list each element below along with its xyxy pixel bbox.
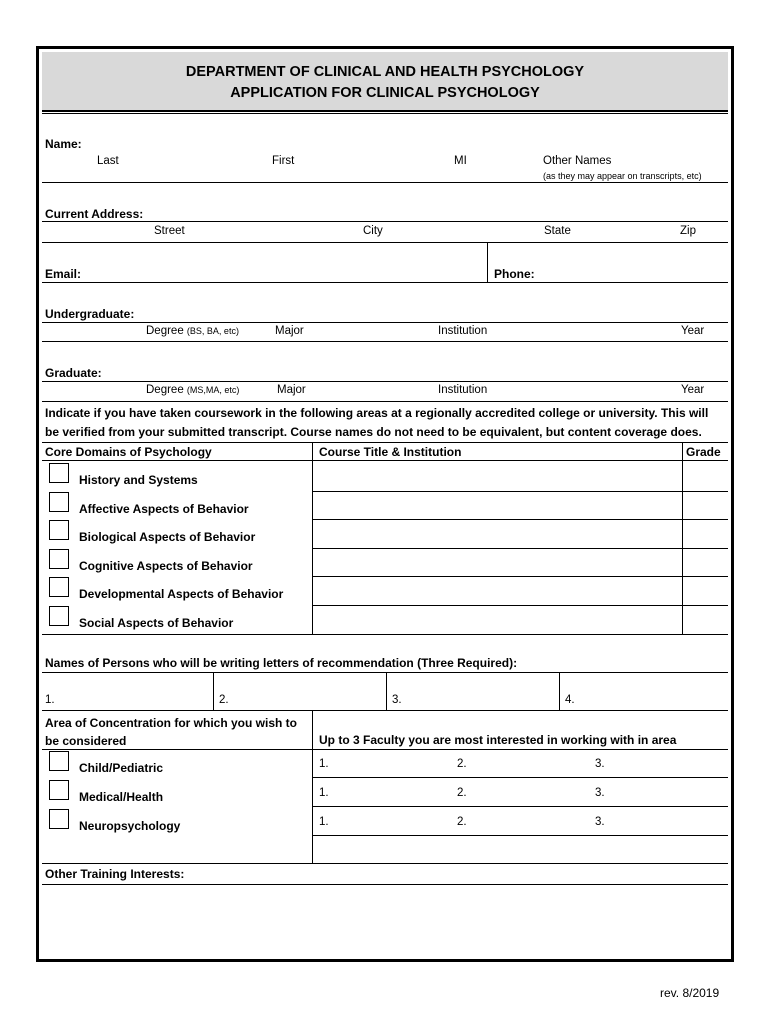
revision-note: rev. 8/2019 — [660, 986, 720, 1000]
grad-institution-caption: Institution — [438, 384, 488, 396]
reference-2-number: 2. — [219, 694, 229, 706]
email-label: Email: — [45, 267, 82, 281]
affective-checkbox[interactable] — [49, 492, 69, 512]
coursework-instructions — [45, 404, 729, 442]
child-faculty-1: 1. — [319, 758, 329, 770]
domain-history-systems: History and Systems — [79, 473, 198, 487]
city-caption: City — [363, 225, 383, 237]
history-systems-checkbox[interactable] — [49, 463, 69, 483]
undergraduate-label: Undergraduate: — [45, 307, 135, 321]
address-label: Current Address: — [45, 207, 144, 221]
reference-1-number: 1. — [45, 694, 55, 706]
state-caption: State — [544, 225, 571, 237]
ug-year-caption: Year — [681, 325, 705, 337]
medical-faculty-3: 3. — [595, 787, 605, 799]
ug-major-caption: Major — [275, 325, 304, 337]
developmental-checkbox[interactable] — [49, 577, 69, 597]
form-header — [42, 52, 728, 112]
neuro-faculty-3: 3. — [595, 816, 605, 828]
phone-label: Phone: — [494, 267, 535, 281]
course-title-header: Course Title & Institution — [319, 445, 462, 459]
zip-caption: Zip — [680, 225, 696, 237]
instructions-line2: be verified from your submitted transcript. Course names do not need to be equivalent, but content coverage does. — [45, 425, 702, 439]
other-names-caption: Other Names — [543, 155, 612, 167]
header-title-line2: APPLICATION FOR CLINICAL PSYCHOLOGY — [230, 85, 540, 101]
biological-checkbox[interactable] — [49, 520, 69, 540]
area-neuropsychology: Neuropsychology — [79, 819, 181, 833]
domain-cognitive: Cognitive Aspects of Behavior — [79, 559, 253, 573]
medical-faculty-2: 2. — [457, 787, 467, 799]
grad-major-caption: Major — [277, 384, 306, 396]
reference-3-number: 3. — [392, 694, 402, 706]
instructions-line1: Indicate if you have taken coursework in the following areas at a regionally accredited college or university. This will — [45, 406, 709, 420]
grade-header: Grade — [686, 445, 721, 459]
ug-degree-caption: Degree (BS, BA, etc) — [146, 325, 239, 337]
reference-4-number: 4. — [565, 694, 575, 706]
domain-social: Social Aspects of Behavior — [79, 616, 234, 630]
child-faculty-2: 2. — [457, 758, 467, 770]
domain-developmental: Developmental Aspects of Behavior — [79, 587, 284, 601]
other-training-field[interactable] — [42, 885, 728, 957]
grad-year-caption: Year — [681, 384, 705, 396]
concentration-label-line2: be considered — [45, 734, 127, 748]
application-form — [36, 46, 734, 962]
neuropsychology-checkbox[interactable] — [49, 809, 69, 829]
mi-caption: MI — [454, 155, 467, 167]
other-names-note: (as they may appear on transcripts, etc) — [543, 171, 702, 181]
concentration-label-line1: Area of Concentration for which you wish to — [45, 716, 298, 730]
neuro-faculty-2: 2. — [457, 816, 467, 828]
medical-faculty-1: 1. — [319, 787, 329, 799]
name-label: Name: — [45, 137, 82, 151]
cognitive-checkbox[interactable] — [49, 549, 69, 569]
domain-biological: Biological Aspects of Behavior — [79, 530, 256, 544]
core-domains-header: Core Domains of Psychology — [45, 445, 212, 459]
social-checkbox[interactable] — [49, 606, 69, 626]
street-caption: Street — [154, 225, 185, 237]
grad-degree-caption: Degree (MS,MA, etc) — [146, 384, 240, 396]
graduate-label: Graduate: — [45, 366, 102, 380]
header-title-line1: DEPARTMENT OF CLINICAL AND HEALTH PSYCHOLOGY — [185, 64, 585, 80]
references-label: Names of Persons who will be writing letters of recommendation (Three Required): — [45, 656, 518, 670]
concentration-label — [45, 714, 297, 750]
neuro-faculty-1: 1. — [319, 816, 329, 828]
domain-affective: Affective Aspects of Behavior — [79, 502, 249, 516]
area-medical-health: Medical/Health — [79, 790, 164, 804]
child-pediatric-checkbox[interactable] — [49, 751, 69, 771]
medical-health-checkbox[interactable] — [49, 780, 69, 800]
faculty-label: Up to 3 Faculty you are most interested in working with in area — [319, 733, 677, 747]
child-faculty-3: 3. — [595, 758, 605, 770]
first-name-caption: First — [272, 155, 295, 167]
last-name-caption: Last — [97, 155, 119, 167]
other-training-label: Other Training Interests: — [45, 867, 185, 881]
area-child-pediatric: Child/Pediatric — [79, 761, 164, 775]
ug-institution-caption: Institution — [438, 325, 488, 337]
